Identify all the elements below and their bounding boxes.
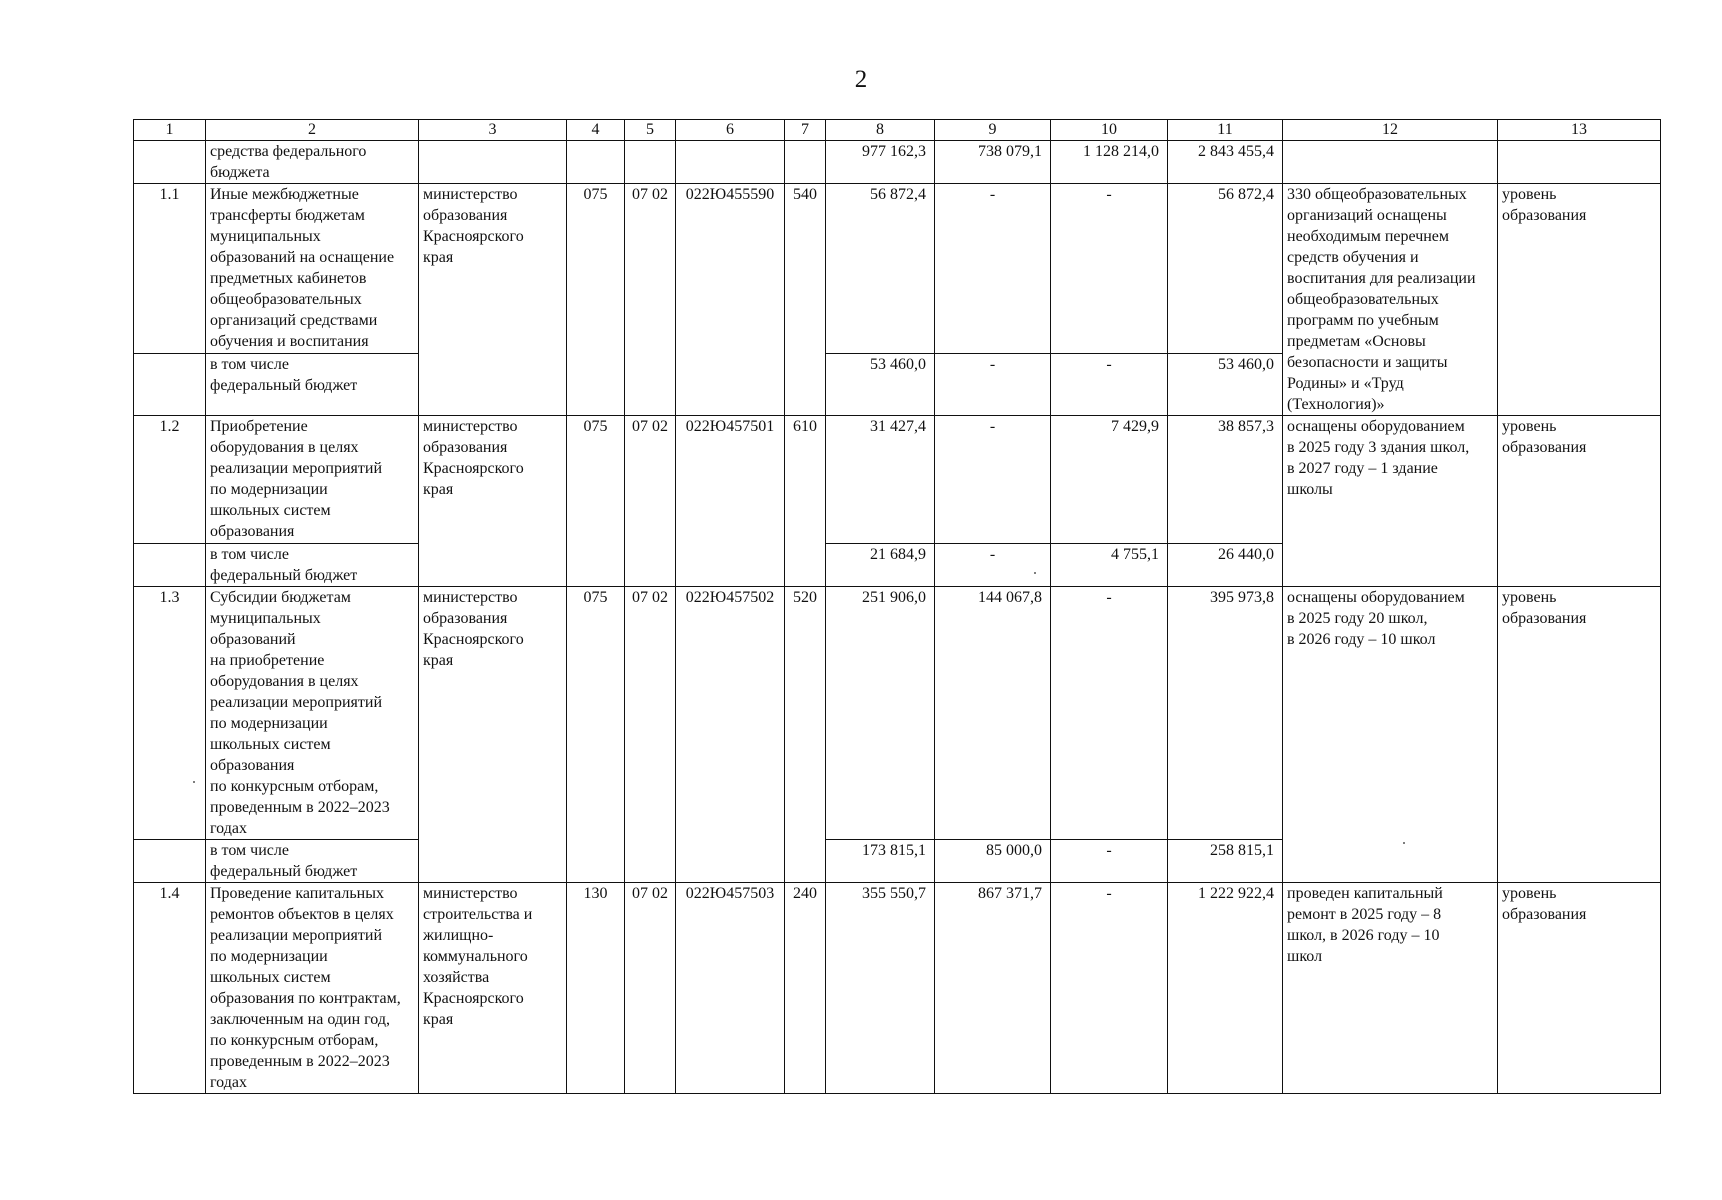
subrow-label: в том числе федеральный бюджет (206, 354, 419, 416)
item-2025: 355 550,7 (826, 883, 935, 1094)
item-grbs: 130 (567, 883, 625, 1094)
item-sum: 395 973,8 (1168, 587, 1283, 840)
item-rzpr: 07 02 (625, 416, 676, 587)
empty-cell (676, 141, 785, 184)
federal-total-2026: 738 079,1 (935, 141, 1051, 184)
col-header-9: 9 (935, 120, 1051, 141)
column-number-row (134, 120, 1661, 141)
budget-table (133, 119, 1661, 1094)
subrow-2026: - (935, 354, 1051, 416)
col-header-1: 1 (134, 120, 206, 141)
subrow-2026: 85 000,0 (935, 840, 1051, 883)
item-number: 1.2 (134, 416, 206, 544)
empty-cell (134, 141, 206, 184)
subrow-label: в том числе федеральный бюджет (206, 840, 419, 883)
item-csr: 022Ю457502 (676, 587, 785, 883)
table-row (134, 587, 1661, 840)
subrow-sum: 26 440,0 (1168, 544, 1283, 587)
item-sum: 1 222 922,4 (1168, 883, 1283, 1094)
item-2025: 56 872,4 (826, 184, 935, 354)
empty-cell (134, 544, 206, 587)
federal-total-row (134, 141, 1661, 184)
item-vr: 610 (785, 416, 826, 587)
item-name: Проведение капитальных ремонтов объектов в целях реализации мероприятий по модернизации школьных систем образования по контрактам, заключенным на один год, по конкурсным отборам, проведенным в 2022–2023 годах (206, 883, 419, 1094)
federal-total-2027: 1 128 214,0 (1051, 141, 1168, 184)
item-2025: 31 427,4 (826, 416, 935, 544)
item-result: оснащены оборудованием в 2025 году 3 здания школ, в 2027 году – 1 здание школы (1283, 416, 1498, 587)
item-csr: 022Ю457501 (676, 416, 785, 587)
subrow-2027: 4 755,1 (1051, 544, 1168, 587)
item-csr: 022Ю457503 (676, 883, 785, 1094)
item-result: 330 общеобразовательных организаций оснащены необходимым перечнем средств обучения и воспитания для реализации общеобразовательных программ по учебным предметам «Основы безопасности и защиты Родины» и «Труд (Технология)» (1283, 184, 1498, 416)
item-2026: - (935, 184, 1051, 354)
item-sum: 56 872,4 (1168, 184, 1283, 354)
item-result: проведен капитальный ремонт в 2025 году – 8 школ, в 2026 году – 10 школ (1283, 883, 1498, 1094)
item-2027: 7 429,9 (1051, 416, 1168, 544)
item-name: Иные межбюджетные трансферты бюджетам муниципальных образований на оснащение предметных кабинетов общеобразовательных организаций средствами обучения и воспитания (206, 184, 419, 354)
item-result: оснащены оборудованием в 2025 году 20 школ, в 2026 году – 10 школ (1283, 587, 1498, 883)
item-vr: 240 (785, 883, 826, 1094)
subrow-2026: - (935, 544, 1051, 587)
subrow-2025: 173 815,1 (826, 840, 935, 883)
col-header-4: 4 (567, 120, 625, 141)
item-level: уровень образования (1498, 587, 1661, 883)
scan-speck (1403, 842, 1405, 844)
item-2026: 144 067,8 (935, 587, 1051, 840)
empty-cell (1283, 141, 1498, 184)
subrow-2027: - (1051, 354, 1168, 416)
item-level: уровень образования (1498, 184, 1661, 416)
item-2027: - (1051, 184, 1168, 354)
item-rzpr: 07 02 (625, 883, 676, 1094)
col-header-7: 7 (785, 120, 826, 141)
col-header-10: 10 (1051, 120, 1168, 141)
federal-total-label: средства федерального бюджета (206, 141, 419, 184)
empty-cell (419, 141, 567, 184)
col-header-3: 3 (419, 120, 567, 141)
col-header-6: 6 (676, 120, 785, 141)
item-name: Субсидии бюджетам муниципальных образований на приобретение оборудования в целях реализации мероприятий по модернизации школьных систем образования по конкурсным отборам, проведенным в 2022–2023 годах (206, 587, 419, 840)
col-header-8: 8 (826, 120, 935, 141)
subrow-2025: 53 460,0 (826, 354, 935, 416)
col-header-12: 12 (1283, 120, 1498, 141)
item-level: уровень образования (1498, 883, 1661, 1094)
item-2027: - (1051, 883, 1168, 1094)
subrow-sum: 53 460,0 (1168, 354, 1283, 416)
empty-cell (134, 354, 206, 416)
item-2026: 867 371,7 (935, 883, 1051, 1094)
item-rzpr: 07 02 (625, 184, 676, 416)
item-2025: 251 906,0 (826, 587, 935, 840)
item-executor: министерство образования Красноярского края (419, 184, 567, 416)
subrow-2025: 21 684,9 (826, 544, 935, 587)
subrow-2027: - (1051, 840, 1168, 883)
item-number: 1.3 (134, 587, 206, 840)
page-number: 2 (854, 66, 868, 93)
item-grbs: 075 (567, 184, 625, 416)
item-name: Приобретение оборудования в целях реализации мероприятий по модернизации школьных систем образования (206, 416, 419, 544)
col-header-11: 11 (1168, 120, 1283, 141)
col-header-13: 13 (1498, 120, 1661, 141)
empty-cell (625, 141, 676, 184)
subrow-sum: 258 815,1 (1168, 840, 1283, 883)
col-header-5: 5 (625, 120, 676, 141)
scan-speck (193, 781, 195, 783)
item-number: 1.4 (134, 883, 206, 1094)
item-2027: - (1051, 587, 1168, 840)
item-executor: министерство образования Красноярского края (419, 416, 567, 587)
item-executor: министерство образования Красноярского края (419, 587, 567, 883)
item-csr: 022Ю455590 (676, 184, 785, 416)
item-number: 1.1 (134, 184, 206, 354)
federal-total-2025: 977 162,3 (826, 141, 935, 184)
item-rzpr: 07 02 (625, 587, 676, 883)
item-vr: 520 (785, 587, 826, 883)
table-row (134, 883, 1661, 1094)
empty-cell (785, 141, 826, 184)
item-2026: - (935, 416, 1051, 544)
table-row (134, 184, 1661, 354)
empty-cell (134, 840, 206, 883)
col-header-2: 2 (206, 120, 419, 141)
item-sum: 38 857,3 (1168, 416, 1283, 544)
item-vr: 540 (785, 184, 826, 416)
empty-cell (1498, 141, 1661, 184)
item-executor: министерство строительства и жилищно- коммунального хозяйства Красноярского края (419, 883, 567, 1094)
table-row (134, 416, 1661, 544)
item-grbs: 075 (567, 587, 625, 883)
item-level: уровень образования (1498, 416, 1661, 587)
item-grbs: 075 (567, 416, 625, 587)
empty-cell (567, 141, 625, 184)
subrow-label: в том числе федеральный бюджет (206, 544, 419, 587)
federal-total-sum: 2 843 455,4 (1168, 141, 1283, 184)
scan-speck (1034, 572, 1036, 574)
